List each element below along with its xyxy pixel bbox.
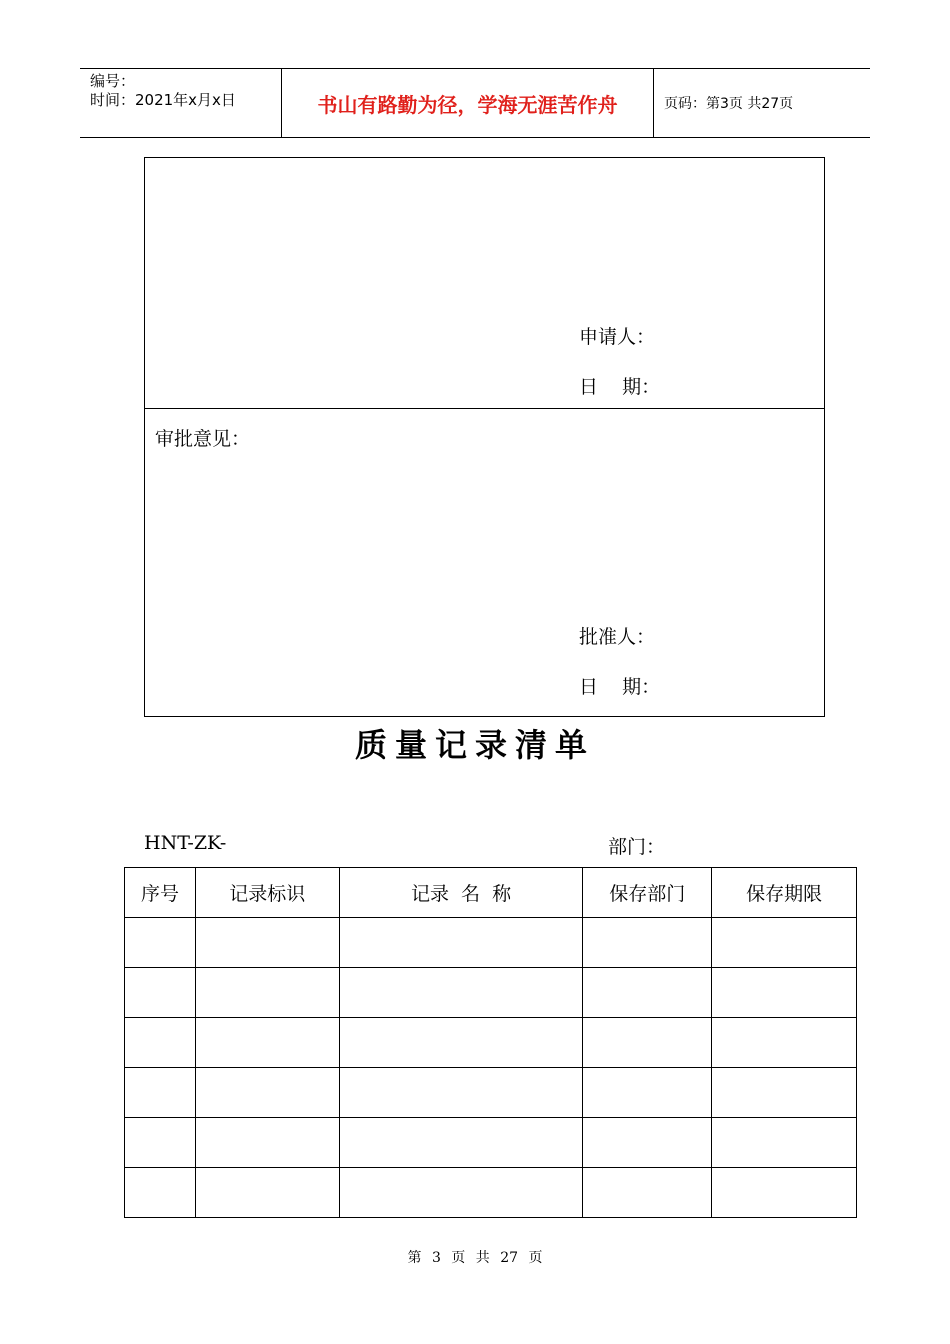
doc-code: HNT-ZK-: [144, 832, 227, 854]
page-footer: 第 3 页 共 27 页: [407, 1250, 543, 1266]
table-cell[interactable]: [712, 1018, 857, 1068]
table-cell[interactable]: [583, 1068, 712, 1118]
records-table: [124, 867, 857, 1218]
table-cell[interactable]: [339, 1068, 583, 1118]
table-cell[interactable]: [712, 1168, 857, 1218]
table-row: [125, 1018, 857, 1068]
table-cell[interactable]: [125, 968, 196, 1018]
header-page-info: 页码：第3页 共27页: [664, 96, 794, 112]
col-header-record-name: 记录 名 称: [339, 868, 583, 918]
approver-label: 批准人：: [579, 626, 656, 648]
table-row: [125, 918, 857, 968]
table-row: [125, 1068, 857, 1118]
table-cell[interactable]: [339, 1018, 583, 1068]
table-cell[interactable]: [125, 1168, 196, 1218]
col-header-serial: 序号: [125, 868, 196, 918]
table-cell[interactable]: [195, 1068, 339, 1118]
table-row: [125, 1168, 857, 1218]
table-cell[interactable]: [712, 1118, 857, 1168]
col-header-retention: 保存期限: [712, 868, 857, 918]
table-cell[interactable]: [125, 1118, 196, 1168]
table-row: [125, 968, 857, 1018]
approval-opinion-label: 审批意见：: [155, 428, 251, 450]
table-cell[interactable]: [583, 968, 712, 1018]
table-cell[interactable]: [712, 918, 857, 968]
table-cell[interactable]: [125, 1018, 196, 1068]
table-cell[interactable]: [195, 968, 339, 1018]
table-cell[interactable]: [712, 1068, 857, 1118]
table-cell[interactable]: [583, 1018, 712, 1068]
table-cell[interactable]: [195, 1118, 339, 1168]
table-cell[interactable]: [583, 1168, 712, 1218]
table-header-row: [125, 868, 857, 918]
table-cell[interactable]: [339, 918, 583, 968]
table-cell[interactable]: [583, 1118, 712, 1168]
header-left-cell: [80, 69, 281, 137]
table-cell[interactable]: [339, 968, 583, 1018]
table-cell[interactable]: [583, 918, 712, 968]
table-cell[interactable]: [195, 1168, 339, 1218]
applicant-label: 申请人：: [579, 326, 656, 348]
table-cell[interactable]: [125, 1068, 196, 1118]
table-cell[interactable]: [712, 968, 857, 1018]
col-header-record-id: 记录标识: [195, 868, 339, 918]
date-label: 时间：2021年x月x日: [90, 91, 236, 109]
department-label: 部门：: [608, 836, 666, 858]
table-cell[interactable]: [195, 918, 339, 968]
page-header: [80, 68, 870, 138]
box-divider: [145, 408, 824, 409]
number-label: 编号：: [90, 72, 136, 90]
approval-date-label: 日 期：: [579, 676, 661, 698]
table-cell[interactable]: [339, 1168, 583, 1218]
col-header-department: 保存部门: [583, 868, 712, 918]
application-box: [144, 157, 825, 717]
table-cell[interactable]: [339, 1118, 583, 1168]
application-date-label: 日 期：: [579, 376, 661, 398]
table-cell[interactable]: [125, 918, 196, 968]
table-row: [125, 1118, 857, 1168]
table-cell[interactable]: [195, 1018, 339, 1068]
header-motto: 书山有路勤为径，学海无涯苦作舟: [281, 69, 654, 137]
page-title: 质量记录清单: [354, 726, 595, 764]
